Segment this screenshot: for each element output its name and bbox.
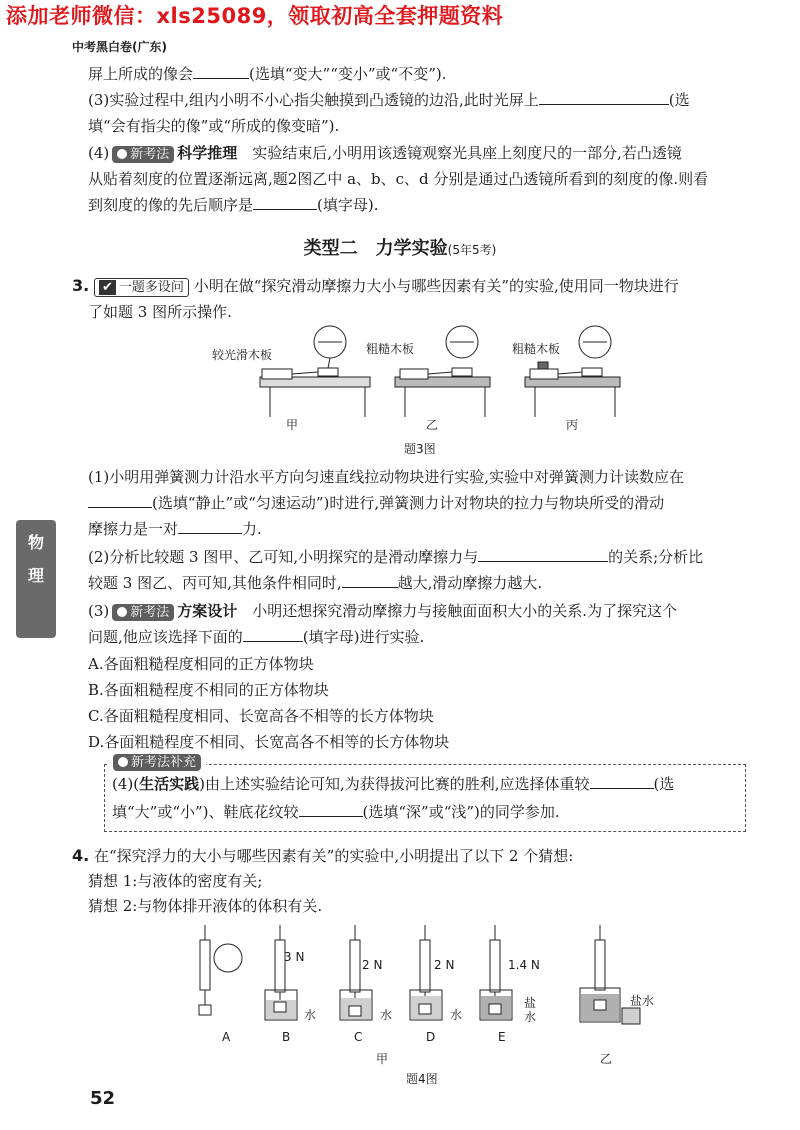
running-header: 中考黑白卷(广东) [72,40,167,54]
letter-a: A [222,1030,231,1044]
text: 问题,他应该选择下面的 [88,628,243,646]
q3-line-2: 了如题 3 图所示操作. [88,303,232,321]
letter-b: B [282,1030,291,1044]
prev-line-1 [88,64,760,84]
text: 小明在做“探究滑动摩擦力大小与哪些因素有关”的实验,使用同一物块进行 [193,277,679,295]
reading-b: 3 N [284,950,305,964]
letter-d: D [426,1030,436,1044]
q3-p3-line-2 [88,627,760,647]
text: (选填“深”或“浅”)的同学参加. [362,803,560,821]
text: 摩擦力是一对 [88,520,179,538]
text: 力. [242,520,262,538]
text: (选填“静止”或“匀速运动”)时进行,弹簧测力计对物块的拉力与物块所受的滑动 [152,494,665,512]
prev-line-3: 填“会有指尖的像”或“所成的像变暗”). [88,117,340,135]
side-tab-char: 理 [27,566,44,585]
bold-label: 方案设计 [177,602,238,620]
liquid-e: 盐水 [524,996,537,1024]
text: 小明还想探究滑动摩擦力与接触面面积大小的关系.为了探究这个 [252,602,678,620]
liquid-d: 水 [450,1008,463,1022]
fig3-caption: 题3图 [404,442,436,456]
text: 到刻度的像的先后顺序是 [88,196,254,214]
bulb-icon [117,607,127,617]
text: 屏上所成的像会 [88,65,194,83]
answer-blank[interactable] [478,547,608,562]
answer-blank[interactable] [590,774,654,789]
subject-side-tab [16,520,56,638]
question-number: 3. [72,276,90,295]
q3-option-c[interactable]: C.各面粗糙程度相同、长宽高各不相等的长方体物块 [88,707,434,725]
answer-blank[interactable] [193,64,249,79]
text: 实验结束后,小明用该透镜观察光具座上刻度尺的一部分,若凸透镜 [252,144,682,162]
q3-p4-line-2 [112,802,760,822]
text: (填字母). [317,196,379,214]
answer-blank[interactable] [253,195,317,210]
q3-option-b[interactable]: B.各面粗糙程度不相同的正方体物块 [88,681,329,699]
answer-blank[interactable] [342,573,398,588]
fig4-setup-b [265,925,297,1020]
fig4-sub-yi: 乙 [600,1052,613,1066]
section-note: (5年5考) [447,243,497,257]
text: (填字母)进行实验. [302,628,425,646]
bulb-icon [117,149,127,159]
figure-4 [180,920,660,1050]
liquid-b: 水 [304,1008,317,1022]
prev-line-2 [88,90,760,110]
fig3-sub-bing: 丙 [566,418,579,432]
reading-d: 2 N [434,958,455,972]
fig4-sub-jia: 甲 [376,1052,389,1066]
reading-c: 2 N [362,958,383,972]
text: (选填“变大”“变小”或“不变”). [249,65,447,83]
q3-option-a[interactable]: A.各面粗糙程度相同的正方体物块 [88,655,314,673]
text: 填“大”或“小”)、鞋底花纹较 [112,803,299,821]
supplement-tag [108,752,206,771]
q3-p4-line-1 [112,774,760,794]
bold-label: 生活实践 [139,775,200,793]
text: (3)实验过程中,组内小明不小心指尖触摸到凸透镜的边沿,此时光屏上 [88,91,539,109]
q3-p1-line-3 [88,519,760,539]
text: (3) [88,602,110,620]
q3-p1-line-2 [88,493,760,513]
bulb-icon [118,757,128,767]
reading-e: 1.4 N [508,958,540,972]
check-icon: ✔ [99,280,116,295]
fig4-setup-yi [580,925,640,1024]
fig3-label-2: 粗糙木板 [366,342,415,356]
letter-e: E [498,1030,506,1044]
new-method-tag: 新考法 [112,146,174,163]
q4-guess-2: 猜想 2:与物体排开液体的体积有关. [88,897,323,915]
new-method-supplement-tag: 新考法补充 [113,754,201,771]
side-tab-char: 物 [27,533,44,552]
page-number: 52 [90,1088,116,1109]
q3-p1-line-1: (1)小明用弹簧测力计沿水平方向匀速直线拉动物块进行实验,实验中对弹簧测力计读数应在 [88,468,685,486]
q4-guess-1: 猜想 1:与液体的密度有关; [88,872,263,890]
text: )由上述实验结论可知,为获得拔河比赛的胜利,应选择体重较 [199,775,590,793]
fig4-caption: 题4图 [406,1072,438,1086]
fig4-setup-d [410,925,442,1020]
liquid-yi: 盐水 [630,994,655,1008]
q3-p2-line-1 [88,547,760,567]
answer-blank[interactable] [299,802,363,817]
prev-line-6 [88,195,760,215]
fig4-setup-e [480,925,512,1020]
fig4-setup-a [199,925,242,1015]
q3-p3-line-1 [88,601,760,621]
text: 在“探究浮力的大小与哪些因素有关”的实验中,小明提出了以下 2 个猜想: [94,847,574,865]
q3-line-1 [72,276,760,297]
text: (选 [653,775,675,793]
letter-c: C [354,1030,363,1044]
text: (选 [668,91,690,109]
q4-line-1 [72,846,760,866]
text: (4) [88,144,110,162]
question-number: 4. [72,846,90,865]
text: (2)分析比较题 3 图甲、乙可知,小明探究的是滑动摩擦力与 [88,548,479,566]
bold-label: 科学推理 [177,144,238,162]
fig4-setup-c [340,925,372,1020]
answer-blank[interactable] [88,493,152,508]
prev-line-5: 从贴着刻度的位置逐渐远离,题2图乙中 a、b、c、d 分别是通过凸透镜所看到的刻度的像.则看 [88,170,709,188]
text: 较题 3 图乙、丙可知,其他条件相同时, [88,574,342,592]
q3-option-d[interactable]: D.各面粗糙程度不相同、长宽高各不相等的长方体物块 [88,733,450,751]
fig3-panel-jia [260,326,370,417]
fig3-label-1: 较光滑木板 [212,348,273,362]
answer-blank[interactable] [539,90,669,105]
answer-blank[interactable] [243,627,303,642]
fig3-label-3: 粗糙木板 [512,342,561,356]
text: (4)( [112,775,140,793]
new-method-tag: 新考法 [112,604,174,621]
liquid-c: 水 [380,1008,393,1022]
text: 越大,滑动摩擦力越大. [397,574,543,592]
q3-p2-line-2 [88,573,760,593]
fig3-sub-yi: 乙 [426,418,439,432]
section-title: 类型二 力学实验(5年5考) [303,238,497,259]
prev-line-4 [88,143,760,163]
text: 的关系;分析比 [608,548,704,566]
multi-question-tag: ✔ 一题多设问 [94,278,189,297]
promo-banner: 添加老师微信：xls25089，领取初高全套押题资料 [6,4,504,28]
answer-blank[interactable] [178,519,242,534]
fig3-sub-jia: 甲 [286,418,299,432]
